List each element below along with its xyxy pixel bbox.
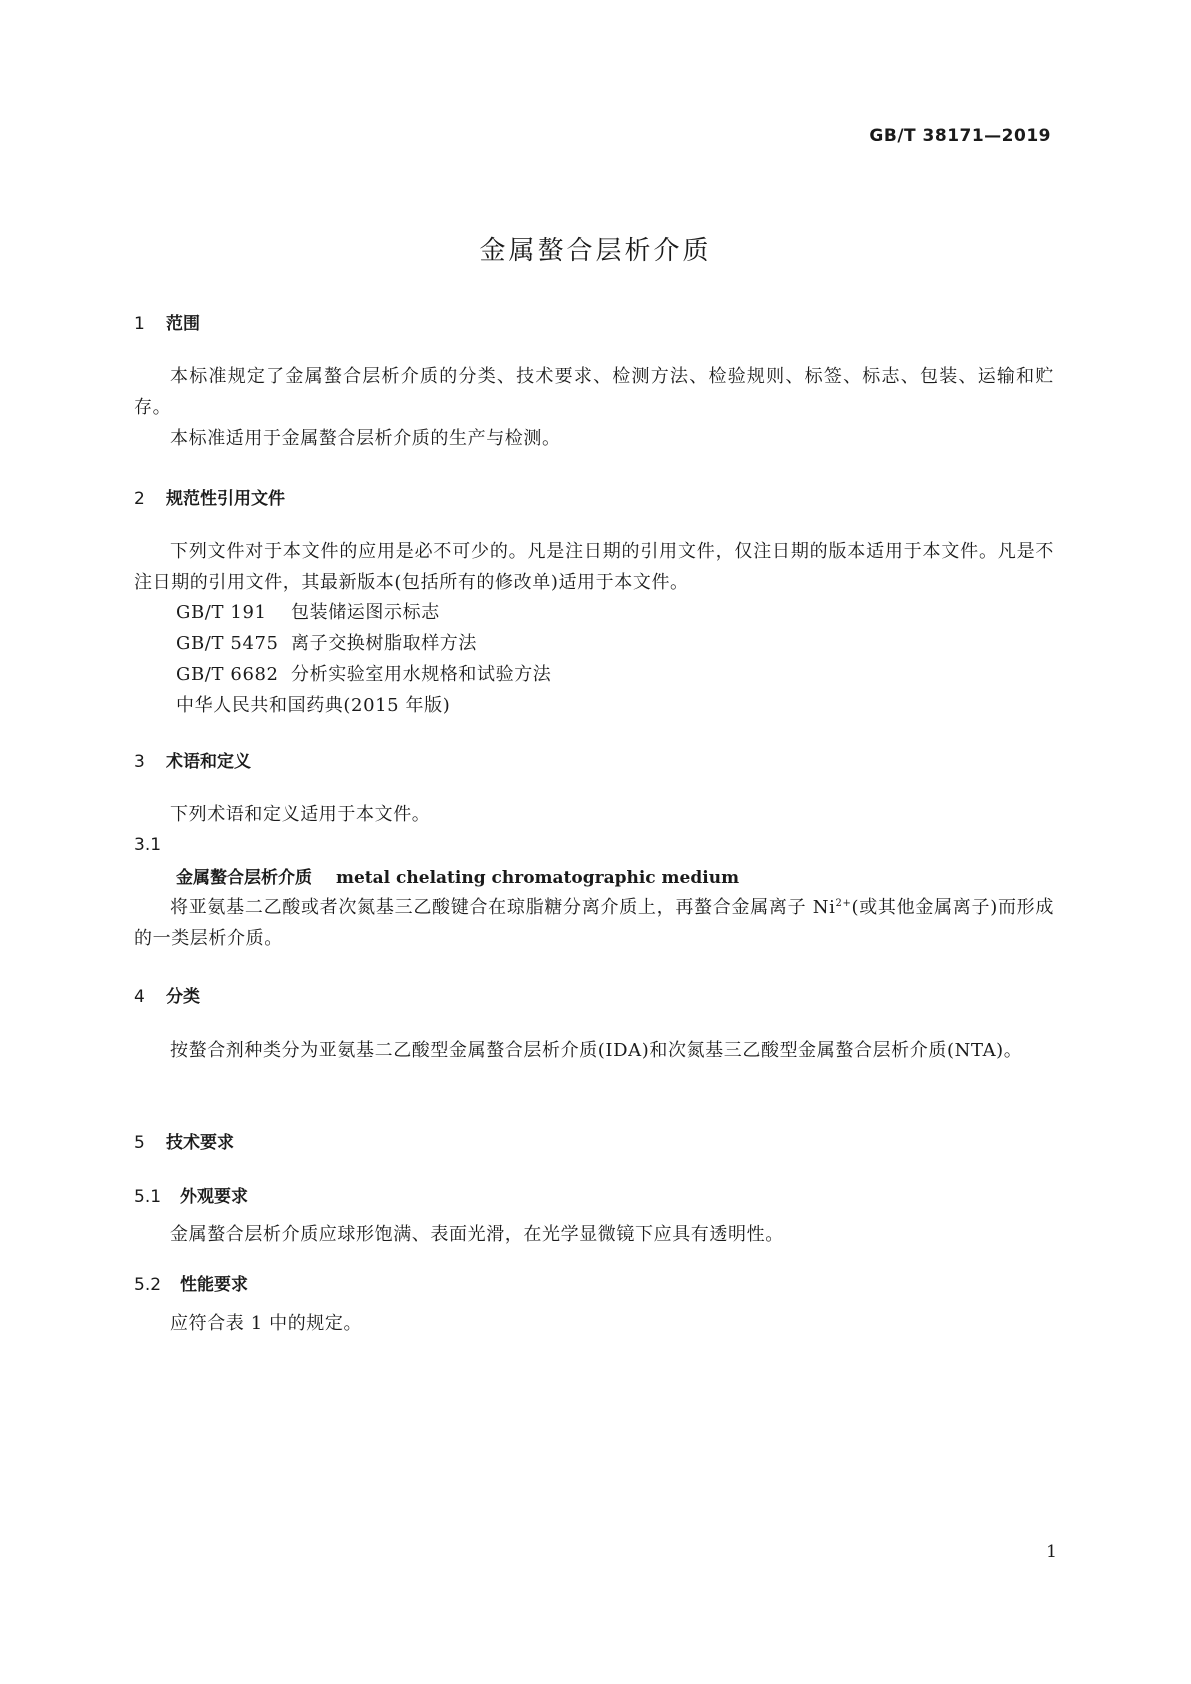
section-1-heading	[134, 309, 200, 334]
term-definition-text: 将亚氨基二乙酸或者次氮基三乙酸键合在琼脂糖分离介质上，再螯合金属离子 Ni	[170, 897, 836, 918]
term-definition	[134, 888, 1054, 954]
reference-item	[176, 660, 551, 686]
reference-item	[176, 629, 477, 655]
section-number: 5.2	[134, 1275, 162, 1295]
standard-code: GB/T 38171—2019	[869, 126, 1051, 146]
section-2-paragraph-1: 下列文件对于本文件的应用是必不可少的。凡是注日期的引用文件，仅注日期的版本适用于本文件。凡是不注日期的引用文件，其最新版本(包括所有的修改单)适用于本文件。	[134, 541, 1054, 593]
term-definition-text-continued: (或其他金属离子)而形成的一类层析介质。	[134, 897, 1054, 949]
section-title: 性能要求	[180, 1275, 248, 1295]
section-number: 3	[134, 752, 145, 772]
section-3-paragraph-1: 下列术语和定义适用于本文件。	[170, 804, 431, 825]
section-4-heading	[134, 982, 200, 1007]
section-title: 术语和定义	[166, 752, 251, 772]
reference-item-pharmacopoeia: 中华人民共和国药典(2015 年版)	[176, 695, 451, 716]
section-number: 1	[134, 314, 145, 334]
reference-title: 分析实验室用水规格和试验方法	[291, 664, 552, 685]
superscript-charge: 2+	[835, 898, 852, 909]
section-5-2-heading	[134, 1270, 248, 1295]
section-title: 范围	[166, 314, 200, 334]
reference-title: 离子交换树脂取样方法	[291, 633, 477, 654]
reference-item	[176, 598, 440, 624]
term-heading	[176, 863, 739, 888]
reference-code: GB/T 6682	[176, 664, 279, 685]
section-4-paragraph-1: 按螯合剂种类分为亚氨基二乙酸型金属螯合层析介质(IDA)和次氮基三乙酸型金属螯合层析介质(NTA)。	[170, 1040, 1023, 1061]
section-title: 外观要求	[180, 1187, 248, 1207]
section-5-2-paragraph: 应符合表 1 中的规定。	[170, 1313, 363, 1334]
section-number: 2	[134, 489, 145, 509]
section-number: 5	[134, 1133, 145, 1153]
section-2-heading	[134, 484, 285, 509]
section-title: 规范性引用文件	[166, 489, 285, 509]
section-1-paragraph-1: 本标准规定了金属螯合层析介质的分类、技术要求、检测方法、检验规则、标签、标志、包装、运输和贮存。	[134, 366, 1054, 418]
term-name-en: metal chelating chromatographic medium	[336, 868, 740, 888]
reference-code: GB/T 191	[176, 602, 267, 623]
term-name-cn: 金属螯合层析介质	[176, 868, 312, 888]
page-number: 1	[1046, 1542, 1057, 1562]
section-5-1-heading	[134, 1182, 248, 1207]
section-1-paragraph-2: 本标准适用于金属螯合层析介质的生产与检测。	[170, 428, 561, 449]
reference-title: 包装储运图示标志	[291, 602, 440, 623]
section-3-heading	[134, 747, 251, 772]
section-title: 技术要求	[166, 1133, 234, 1153]
reference-code: GB/T 5475	[176, 633, 279, 654]
section-number: 4	[134, 987, 145, 1007]
section-5-1-paragraph: 金属螯合层析介质应球形饱满、表面光滑，在光学显微镜下应具有透明性。	[170, 1224, 784, 1245]
term-number: 3.1	[134, 835, 162, 855]
document-title: 金属螯合层析介质	[479, 236, 712, 266]
section-title: 分类	[166, 987, 200, 1007]
section-number: 5.1	[134, 1187, 162, 1207]
section-5-heading	[134, 1128, 234, 1153]
